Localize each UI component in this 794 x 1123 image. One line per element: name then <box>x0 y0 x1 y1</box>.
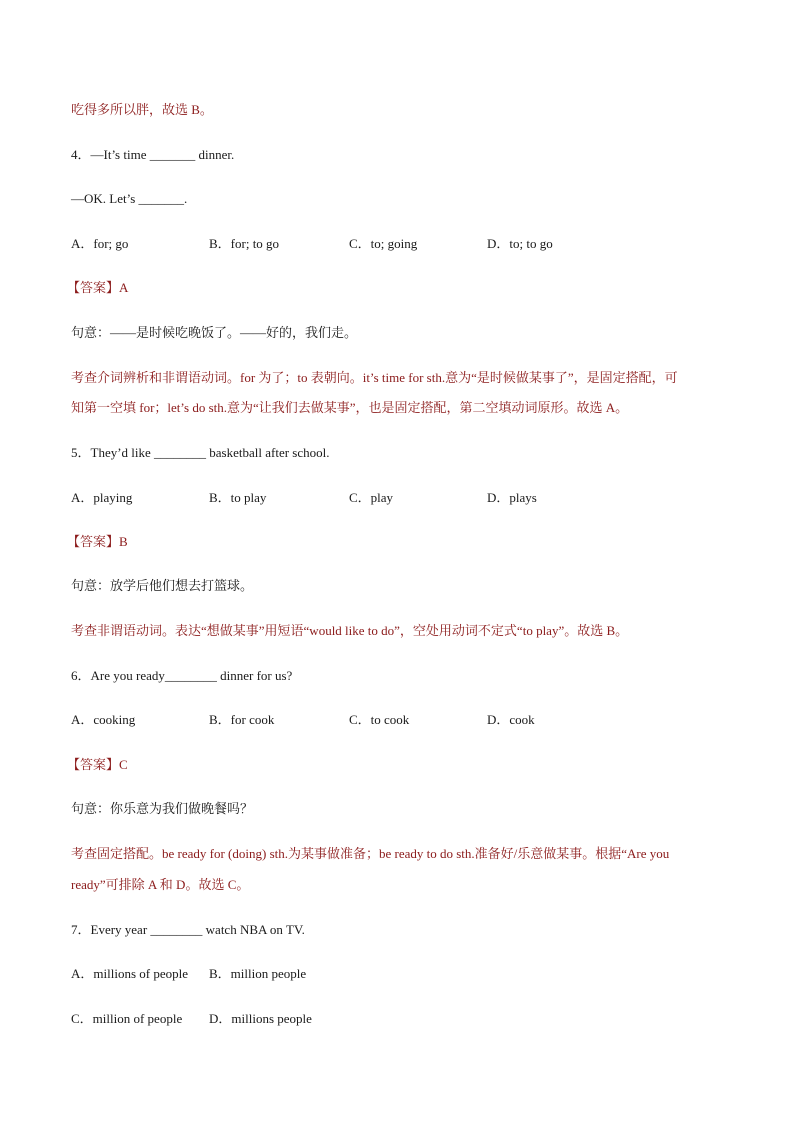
question-4-answer: 【答案】A <box>67 280 129 295</box>
question-4-option-b: B．for; to go <box>209 236 280 251</box>
question-5-stem: 5．They’d like ________ basketball after school. <box>71 445 330 460</box>
question-5-meaning: 句意：放学后他们想去打篮球。 <box>71 578 254 593</box>
question-7-option-a: A．millions of people <box>71 966 188 981</box>
question-7-stem: 7．Every year ________ watch NBA on TV. <box>71 922 305 937</box>
question-5-option-b: B．to play <box>209 490 267 505</box>
intro-text: 吃得多所以胖，故选 B。 <box>71 102 213 117</box>
question-7-option-d: D．millions people <box>209 1011 312 1026</box>
question-7-option-b: B．million people <box>209 966 307 981</box>
question-4-option-a: A．for; go <box>71 236 129 251</box>
question-6-explanation-1: 考查固定搭配。be ready for (doing) sth.为某事做准备；be ready to do sth.准备好/乐意做某事。根据“Are you <box>71 846 670 861</box>
question-6-stem: 6．Are you ready________ dinner for us? <box>71 668 293 683</box>
question-5-option-a: A．playing <box>71 490 133 505</box>
question-4-stem-2: —OK. Let’s _______. <box>71 191 188 206</box>
question-6-option-d: D．cook <box>487 712 535 727</box>
question-5-answer: 【答案】B <box>67 534 128 549</box>
question-4-stem: 4．—It’s time _______ dinner. <box>71 147 235 162</box>
question-7-option-c: C．million of people <box>71 1011 183 1026</box>
question-4-explanation-2: 知第一空填 for；let’s do sth.意为“让我们去做某事”，也是固定搭配，第二空填动词原形。故选 A。 <box>71 400 629 415</box>
question-6-option-a: A．cooking <box>71 712 136 727</box>
question-5-option-d: D．plays <box>487 490 537 505</box>
question-6-option-c: C．to cook <box>349 712 410 727</box>
question-6-answer: 【答案】C <box>67 757 128 772</box>
question-5-option-c: C．play <box>349 490 394 505</box>
question-6-meaning: 句意：你乐意为我们做晚餐吗？ <box>71 801 254 816</box>
question-6-option-b: B．for cook <box>209 712 275 727</box>
question-4-option-d: D．to; to go <box>487 236 553 251</box>
question-4-explanation-1: 考查介词辨析和非谓语动词。for 为了；to 表朝向。it’s time for sth.意为“是时候做某事了”，是固定搭配，可 <box>71 370 678 385</box>
question-4-meaning: 句意：——是时候吃晚饭了。——好的，我们走。 <box>71 325 358 340</box>
question-4-option-c: C．to; going <box>349 236 418 251</box>
question-6-explanation-2: ready”可排除 A 和 D。故选 C。 <box>71 877 250 892</box>
question-5-explanation: 考查非谓语动词。表达“想做某事”用短语“would like to do”，空处用动词不定式“to play”。故选 B。 <box>71 623 629 638</box>
